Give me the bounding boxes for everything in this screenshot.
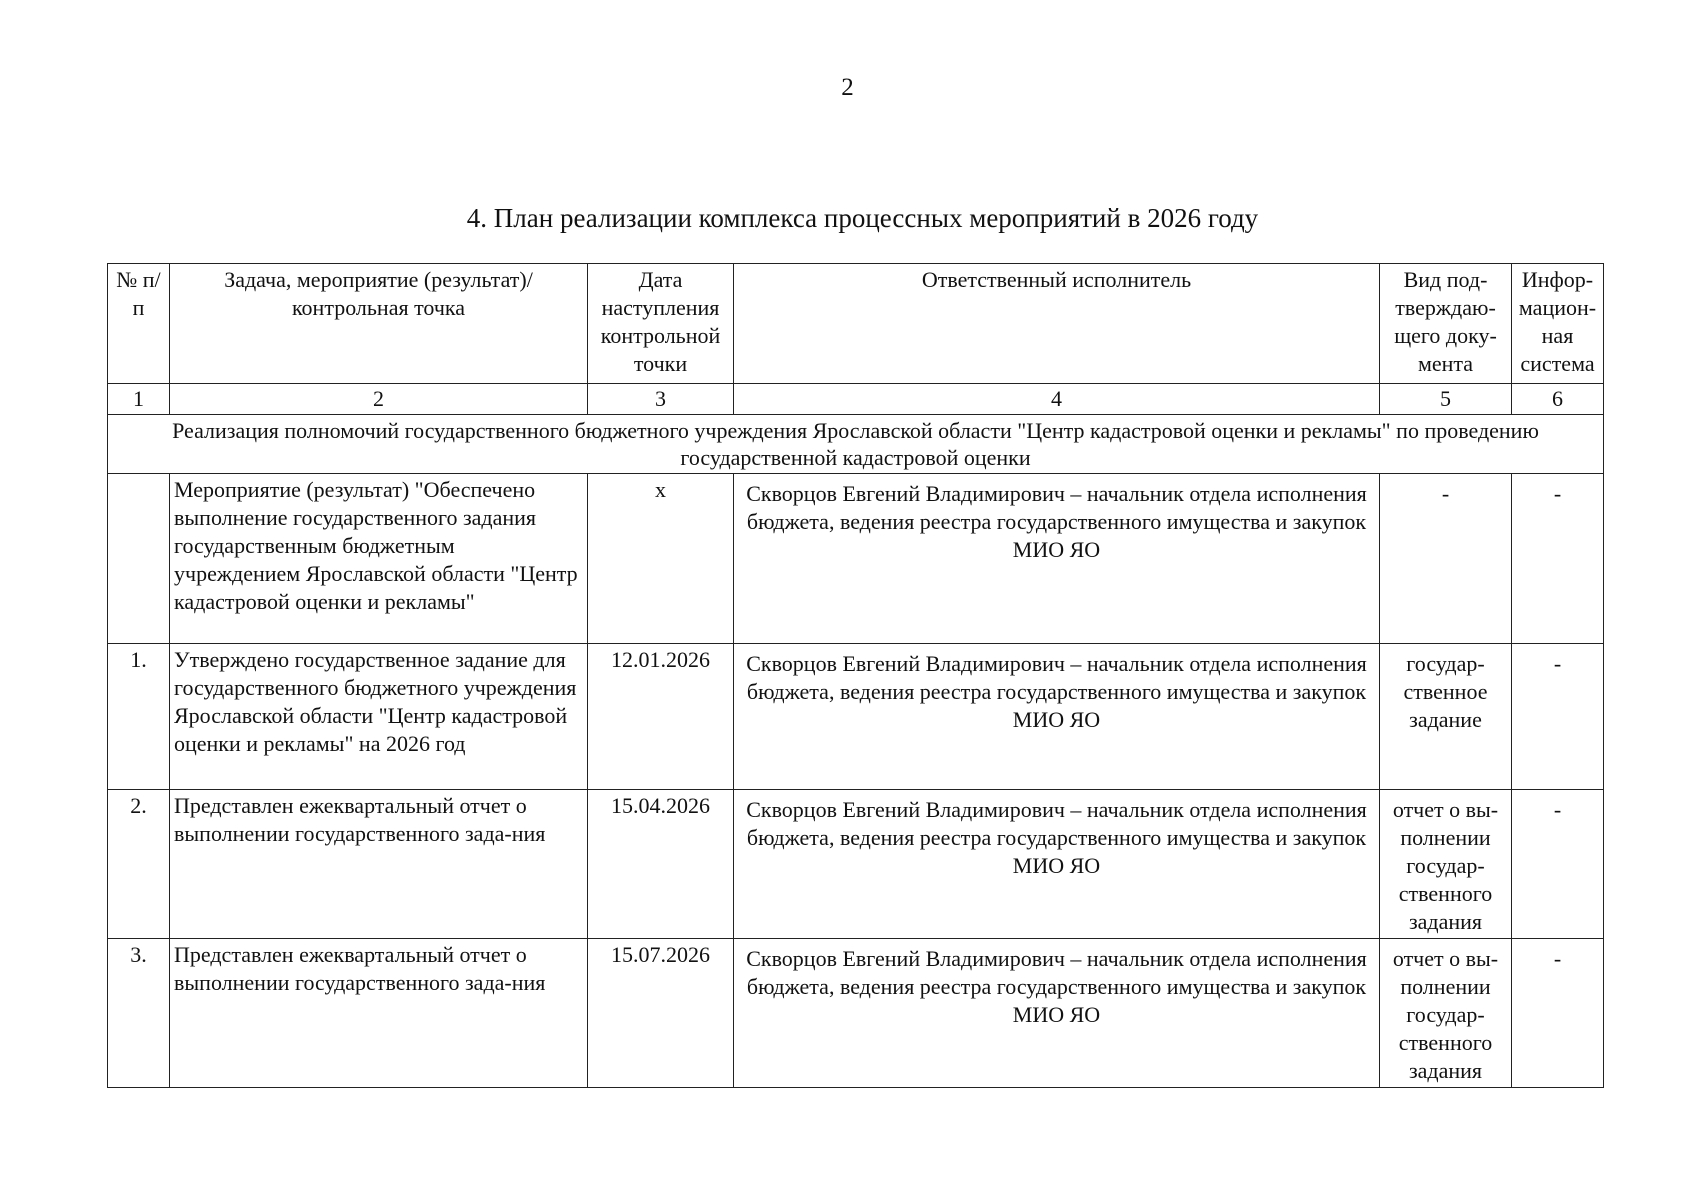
executor-cell: Скворцов Евгений Владимирович – начальник отдела исполнения бюджета, ведения реестра государственного имущества и закупок МИО ЯО (734, 790, 1380, 939)
section-title: Реализация полномочий государственного бюджетного учреждения Ярославской области "Центр кадастровой оценки и рекламы" по проведению государственной кадастровой оценки (108, 415, 1604, 474)
info-system-cell: - (1512, 790, 1604, 939)
table-row (108, 474, 1604, 644)
header-cell: Ответственный исполнитель (734, 264, 1380, 384)
column-number: 1 (108, 384, 170, 415)
table-row (108, 790, 1604, 939)
row-number: 3. (108, 939, 170, 1088)
row-number (108, 474, 170, 644)
info-system-cell: - (1512, 939, 1604, 1088)
document-title: 4. План реализации комплекса процессных мероприятий в 2026 году (466, 203, 1259, 233)
header-cell: Инфор-мацион-ная система (1512, 264, 1604, 384)
info-system-cell: - (1512, 644, 1604, 790)
executor-cell: Скворцов Евгений Владимирович – начальник отдела исполнения бюджета, ведения реестра государственного имущества и закупок МИО ЯО (734, 939, 1380, 1088)
executor-cell: Скворцов Евгений Владимирович – начальник отдела исполнения бюджета, ведения реестра государственного имущества и закупок МИО ЯО (734, 474, 1380, 644)
task-cell: Мероприятие (результат) "Обеспечено выполнение государственного задания государственным бюджетным учреждением Ярославской области "Центр кадастровой оценки и рекламы" (170, 474, 588, 644)
header-cell: Задача, мероприятие (результат)/ контрольная точка (170, 264, 588, 384)
document-type-cell: отчет о вы-полнении государ-ственного задания (1380, 790, 1512, 939)
info-system-cell: - (1512, 474, 1604, 644)
header-cell: Дата наступления контрольной точки (588, 264, 734, 384)
column-number: 2 (170, 384, 588, 415)
date-cell: 12.01.2026 (588, 644, 734, 790)
row-number: 1. (108, 644, 170, 790)
column-number: 3 (588, 384, 734, 415)
column-number: 5 (1380, 384, 1512, 415)
row-number: 2. (108, 790, 170, 939)
document-type-cell: государ-ственное задание (1380, 644, 1512, 790)
task-cell: Представлен ежеквартальный отчет о выполнении государственного зада-ния (170, 939, 588, 1088)
date-cell: х (588, 474, 734, 644)
header-cell: Вид под-тверждаю-щего доку-мента (1380, 264, 1512, 384)
column-number: 6 (1512, 384, 1604, 415)
header-cell: № п/п (108, 264, 170, 384)
task-cell: Представлен ежеквартальный отчет о выполнении государственного зада-ния (170, 790, 588, 939)
document-type-cell: отчет о вы-полнении государ-ственного задания (1380, 939, 1512, 1088)
plan-table (107, 263, 1604, 1088)
column-number-row (108, 384, 1604, 415)
section-row (108, 415, 1604, 474)
table-header-row (108, 264, 1604, 384)
date-cell: 15.04.2026 (588, 790, 734, 939)
table-row (108, 939, 1604, 1088)
date-cell: 15.07.2026 (588, 939, 734, 1088)
task-cell: Утверждено государственное задание для государственного бюджетного учреждения Ярославской области "Центр кадастровой оценки и рекламы" на 2026 год (170, 644, 588, 790)
executor-cell: Скворцов Евгений Владимирович – начальник отдела исполнения бюджета, ведения реестра государственного имущества и закупок МИО ЯО (734, 644, 1380, 790)
table-row (108, 644, 1604, 790)
column-number: 4 (734, 384, 1380, 415)
document-type-cell: - (1380, 474, 1512, 644)
page-number: 2 (841, 74, 854, 101)
